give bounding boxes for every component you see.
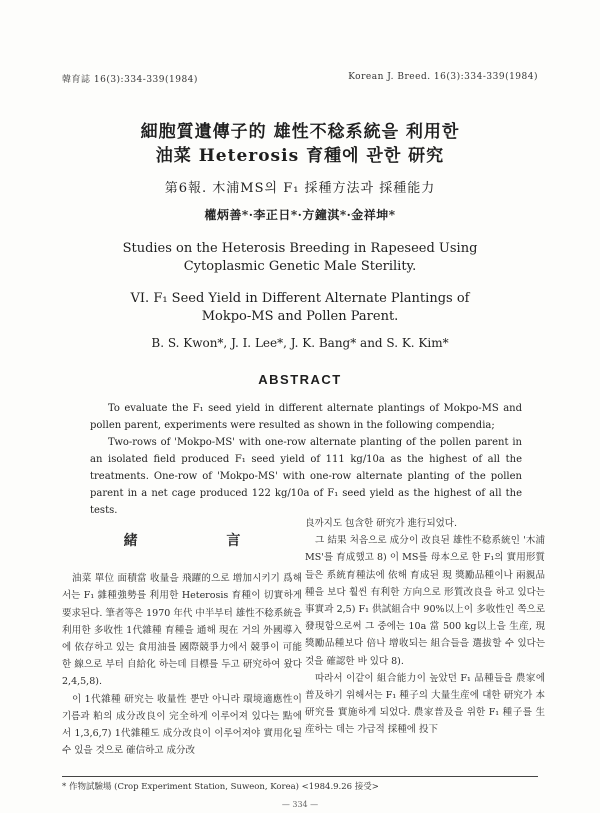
intro-left-paragraph-1: 油菜 單位 面積當 收量을 飛躍的으로 增加시키기 爲해서는 F₁ 雜種強勢를 利用한 Heterosis 育種이 切實하게 要求된다. 筆者等은 1970 年代 中半부터 雄性不稔系統을 利用한 多收性 1代雜種 育種을 通해 現在 거의 外國導入에 依存하고 있는 食用油를 國際競爭力에서 競爭이 可能한 線으로 부터 自給化 하는데 目標를 두고 研究하여 왔다 2,4,5,8). (62, 573, 302, 688)
title-ko-line2: 油菜 Heterosis 育種에 관한 研究 (155, 146, 445, 166)
authors-en: B. S. Kwon*, J. I. Lee*, J. K. Bang* and S. K. Kim* (151, 336, 449, 350)
intro-right-column (305, 515, 545, 739)
title-en-line3: VI. F₁ Seed Yield in Different Alternate Plantings of (130, 291, 470, 306)
intro-heading: 緒 言 (123, 533, 283, 549)
abstract-heading: ABSTRACT (258, 372, 342, 387)
abstract-body (90, 400, 522, 519)
intro-right-paragraph-1: 良까지도 包含한 研究가 進行되었다. (305, 518, 457, 529)
title-en-line2: Cytoplasmic Genetic Male Sterility. (183, 259, 417, 274)
abstract-paragraph-1: To evaluate the F₁ seed yield in different alternate plantings of Mokpo-MS and pollen parent, experiments were resulted as shown in the following compendia; (90, 403, 522, 431)
journal-citation-ko: 韓育誌 16(3):334-339(1984) (62, 75, 198, 85)
title-ko-line1: 細胞質遺傳子的 雄性不稔系統을 利用한 (140, 122, 460, 142)
title-en-block1 (0, 240, 600, 276)
title-en-line4: Mokpo-MS and Pollen Parent. (201, 309, 399, 324)
title-en-line1: Studies on the Heterosis Breeding in Rapeseed Using (122, 241, 478, 256)
intro-left-column (62, 515, 302, 759)
page-number: — 334 — (281, 800, 319, 809)
subtitle-ko: 第6報. 木浦MS의 F₁ 採種方法과 採種能力 (164, 181, 436, 196)
footnote-rule (62, 776, 538, 777)
title-en-block2 (0, 290, 600, 326)
abstract-paragraph-2: Two-rows of 'Mokpo-MS' with one-row alternate planting of the pollen parent in an isolated field produced F₁ seed yield of 111 kg/10a as the highest of all the treatments. One-row of 'Mokpo-MS' with one-row alternate planting of the pollen parent in a net cage produced 122 kg/10a of F₁ seed yield as the highest of all the tests. (90, 437, 522, 516)
authors-ko: 權炳善*·李正日*·方鐘淇*·金祥坤* (204, 208, 396, 222)
intro-right-paragraph-3: 따라서 이같이 組合能力이 높았던 F₁ 品種들을 農家에 普及하기 위해서는 F₁ 種子의 大量生産에 대한 研究가 本 研究를 實施하게 되었다. 農家普及을 위한 F₁ 種子를 生産하는 데는 가급적 採種에 投下 (305, 672, 545, 736)
intro-left-paragraph-2: 이 1代雜種 研究는 收量性 뿐만 아니라 環境適應性이 기름과 粕의 成分改良이 完全하게 이루어져 있다는 點에서 1,3,6,7) 1代雜種도 成分改良이 이루어져야 實用化될 수 있을 것으로 確信하고 成分改 (62, 693, 302, 757)
intro-right-paragraph-2: 그 結果 처음으로 成分이 改良된 雄性不稔系統인 '木浦 MS'를 育成했고 8) 이 MS를 母本으로 한 F₁의 實用形質들은 系統育種法에 依해 育成된 現 獎勵品種이나 兩親品種을 보다 훨씬 有利한 方向으로 形質改良을 하고 있다는 事實과 2,5) F₁ 供試組合中 90%以上이 多收性인 쪽으로 發現함으로써 그 중에는 10a 當 500 kg以上을 生産, 現 獎勵品種보다 倍나 增收되는 組合들을 選拔할 수 있다는 것을 確認한 바 있다 8). (305, 535, 545, 667)
footnote: * 作物試驗場 (Crop Experiment Station, Suweon, Korea) <1984.9.26 接受> (62, 782, 379, 792)
journal-citation-en: Korean J. Breed. 16(3):334-339(1984) (348, 72, 538, 82)
